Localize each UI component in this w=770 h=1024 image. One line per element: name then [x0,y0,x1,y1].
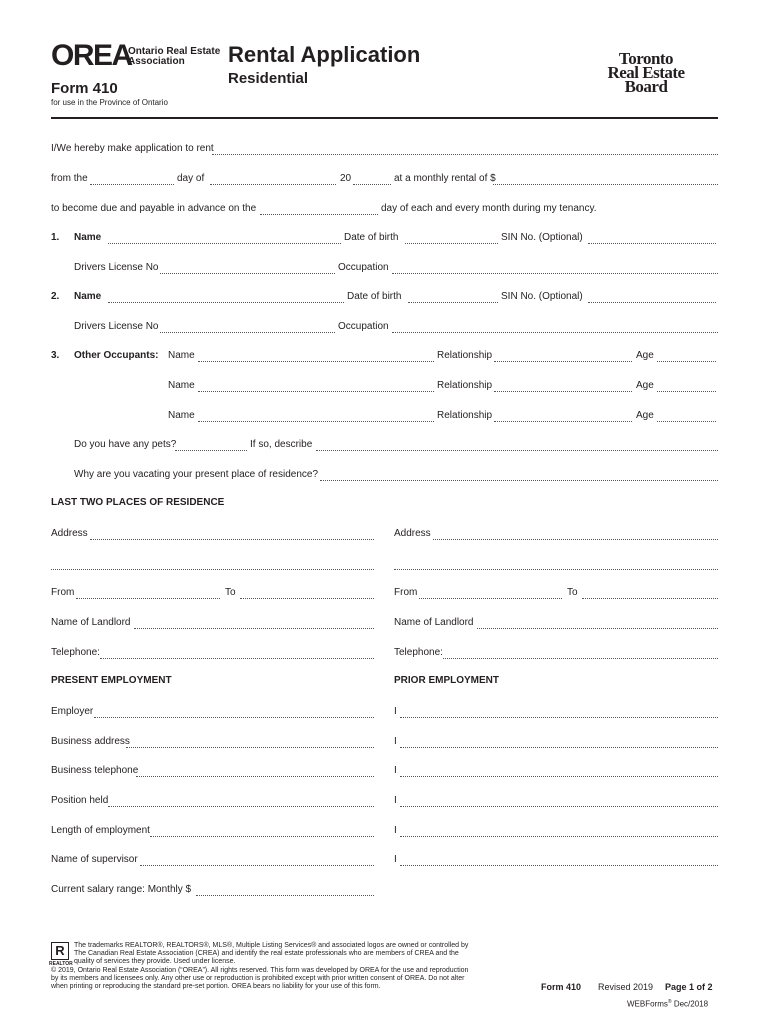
copyright-line1: © 2019, Ontario Real Estate Association (“OREA”). All rights reserved. This form was developed by OREA for the use and reproduction [51,967,469,974]
applicant-1-license-field[interactable] [160,262,335,274]
start-year-field[interactable] [353,173,391,185]
monthly-rent-field[interactable] [493,173,718,185]
header-rule [51,117,718,119]
footer-webforms: WEBForms® Dec/2018 [627,999,709,1009]
residence-2-landlord-field[interactable] [477,617,718,629]
residence-1-from-label: From [51,587,75,598]
occupant-1-relationship-field[interactable] [494,350,632,362]
trb-line1: Toronto [618,49,674,68]
realtor-mark: R [55,943,65,958]
orea-name-line2: Association [128,56,185,67]
orea-logo: OREA [51,39,132,72]
business-telephone-label: Business telephone [51,765,139,776]
prior-employment-length-prefix: I [394,825,397,836]
occupants-heading: Other Occupants: [74,350,159,361]
residence-1-address-field[interactable] [90,528,374,540]
page-subtitle: Residential [228,70,309,87]
residence-1-to-field[interactable] [240,587,374,599]
applicant-1-occupation-field[interactable] [392,262,718,274]
trb-line3: Board [624,77,668,96]
start-month-field[interactable] [210,173,336,185]
occupant-1-age-label: Age [636,350,654,361]
occupant-2-age-field[interactable] [657,380,716,392]
prior-business-address-prefix: I [394,736,397,747]
prior-employer-prefix: I [394,706,397,717]
residence-1-telephone-label: Telephone: [51,647,100,658]
from-the-label: from the [51,173,88,184]
applicant-2-license-label: Drivers License No [74,321,159,332]
residence-2-from-field[interactable] [419,587,562,599]
applicant-1-sin-field[interactable] [588,232,716,244]
prior-position-held-prefix: I [394,795,397,806]
residence-2-to-field[interactable] [582,587,718,599]
footer-page-number: Page 1 of 2 [665,982,713,992]
applicant-2-occupation-label: Occupation [338,321,389,332]
prior-business-telephone-prefix: I [394,765,397,776]
occupant-2-relationship-field[interactable] [494,380,632,392]
year-prefix-label: 20 [340,173,352,184]
due-day-field[interactable] [260,203,378,215]
occupant-2-name-label: Name [168,380,195,391]
orea-name [128,47,220,67]
employer-label: Employer [51,706,94,717]
residence-1-telephone-field[interactable] [100,647,374,659]
footer-revised: Revised 2019 [598,982,654,992]
applicant-2-license-field[interactable] [160,321,335,333]
occupant-3-name-field[interactable] [198,410,434,422]
occupant-3-relationship-field[interactable] [494,410,632,422]
prior-business-address-field[interactable] [400,736,718,748]
residence-1-from-field[interactable] [76,587,220,599]
employment-length-label: Length of employment [51,825,150,836]
applicant-2-sin-label: SIN No. (Optional) [501,291,583,302]
position-held-label: Position held [51,795,109,806]
prior-business-telephone-field[interactable] [400,765,718,777]
occupant-2-name-field[interactable] [198,380,434,392]
day-of-label: day of [177,173,205,184]
jurisdiction-note: for use in the Province of Ontario [51,98,168,107]
occupants-number: 3. [51,350,60,361]
prior-employment-heading: PRIOR EMPLOYMENT [394,675,500,686]
applicant-2-dob-field[interactable] [408,291,498,303]
applicant-2-name-label: Name [74,291,102,302]
due-prefix-label: to become due and payable in advance on the [51,203,257,214]
residence-1-address-line2-field[interactable] [51,558,374,570]
applicant-1-occupation-label: Occupation [338,262,389,273]
residence-2-from-label: From [394,587,418,598]
copyright-line3: when printing or reproducing the standard pre-set portion. OREA bears no liability for your use of this form. [51,983,381,990]
start-day-field[interactable] [90,173,174,185]
occupant-2-age-label: Age [636,380,654,391]
applicant-1-sin-label: SIN No. (Optional) [501,232,583,243]
residence-1-landlord-field[interactable] [134,617,374,629]
copyright-notice [51,967,468,991]
prior-employer-field[interactable] [400,706,718,718]
occupant-3-relationship-label: Relationship [437,410,493,421]
salary-range-label: Current salary range: Monthly $ [51,884,192,895]
business-telephone-field[interactable] [136,765,374,777]
residence-1-address-label: Address [51,528,88,539]
applicant-2-dob-label: Date of birth [347,291,402,302]
residence-1-landlord-label: Name of Landlord [51,617,131,628]
applicant-1-dob-field[interactable] [405,232,498,244]
residence-2-address-field[interactable] [433,528,718,540]
residence-heading: LAST TWO PLACES OF RESIDENCE [51,497,225,508]
supervisor-label: Name of supervisor [51,854,138,865]
occupant-3-age-field[interactable] [657,410,716,422]
residence-1-to-label: To [225,587,236,598]
applicant-2-number: 2. [51,291,60,302]
vacating-reason-field[interactable] [320,469,718,481]
employment-length-field[interactable] [150,825,374,837]
applicant-1-name-field[interactable] [108,232,341,244]
occupant-1-name-label: Name [168,350,195,361]
position-held-field[interactable] [108,795,374,807]
pets-describe-field[interactable] [316,439,718,451]
residence-2-telephone-field[interactable] [443,647,718,659]
copyright-line2: by its members and licensees only. Any other use or reproduction is prohibited except with prior written consent of OREA. Do not alter [51,975,465,982]
applicant-2-sin-field[interactable] [588,291,716,303]
intro-line1-label: I/We hereby make application to rent [51,143,214,154]
occupant-3-name-label: Name [168,410,195,421]
footer-form-number: Form 410 [541,982,582,992]
applicant-2-name-field[interactable] [108,291,344,303]
salary-range-field[interactable] [196,884,374,896]
occupant-1-name-field[interactable] [198,350,434,362]
webforms-date: Dec/2018 [673,999,709,1009]
residence-2-address-line2-field[interactable] [394,558,718,570]
business-address-label: Business address [51,736,130,747]
trb-line2: Real Estate [607,63,685,82]
residence-2-to-label: To [567,587,578,598]
residence-2-telephone-label: Telephone: [394,647,443,658]
business-address-field[interactable] [126,736,374,748]
applicant-2-occupation-field[interactable] [392,321,718,333]
applicant-1-license-label: Drivers License No [74,262,159,273]
prior-supervisor-prefix: I [394,854,397,865]
vacating-question: Why are you vacating your present place of residence? [74,469,319,480]
pets-question: Do you have any pets? [74,439,177,450]
orea-name-line1: Ontario Real Estate [128,46,221,57]
rental-address-field[interactable] [212,143,718,155]
occupant-1-age-field[interactable] [657,350,716,362]
applicant-1-dob-label: Date of birth [344,232,399,243]
monthly-rental-label: at a monthly rental of $ [394,173,496,184]
applicant-1-name-label: Name [74,232,102,243]
present-employment-heading: PRESENT EMPLOYMENT [51,675,172,686]
residence-2-address-label: Address [394,528,431,539]
trademark-notice [74,942,468,966]
occupant-1-relationship-label: Relationship [437,350,493,361]
realtor-logo [51,942,69,960]
applicant-1-number: 1. [51,232,60,243]
supervisor-field[interactable] [140,854,374,866]
trademark-line2: The Canadian Real Estate Association (CREA) and identify the real estate professionals who are members of CREA and the [74,950,459,957]
pets-describe-label: If so, describe [250,439,313,450]
prior-position-held-field[interactable] [400,795,718,807]
trademark-line3: quality of services they provide. Used under license. [74,958,236,965]
webforms-label: WEBForms [627,999,668,1009]
realtor-word: REALTOR [49,961,73,967]
employer-field[interactable] [94,706,374,718]
occupant-3-age-label: Age [636,410,654,421]
form-number: Form 410 [51,80,118,97]
due-suffix-label: day of each and every month during my tenancy. [381,203,597,214]
trademark-line1: The trademarks REALTOR®, REALTORS®, MLS®, Multiple Listing Services® and associated logos are owned or controlled by [74,942,469,949]
trb-logo [600,49,692,96]
occupant-2-relationship-label: Relationship [437,380,493,391]
page-title: Rental Application [228,42,421,67]
pets-answer-field[interactable] [175,439,247,451]
prior-supervisor-field[interactable] [400,854,718,866]
prior-employment-length-field[interactable] [400,825,718,837]
residence-2-landlord-label: Name of Landlord [394,617,474,628]
